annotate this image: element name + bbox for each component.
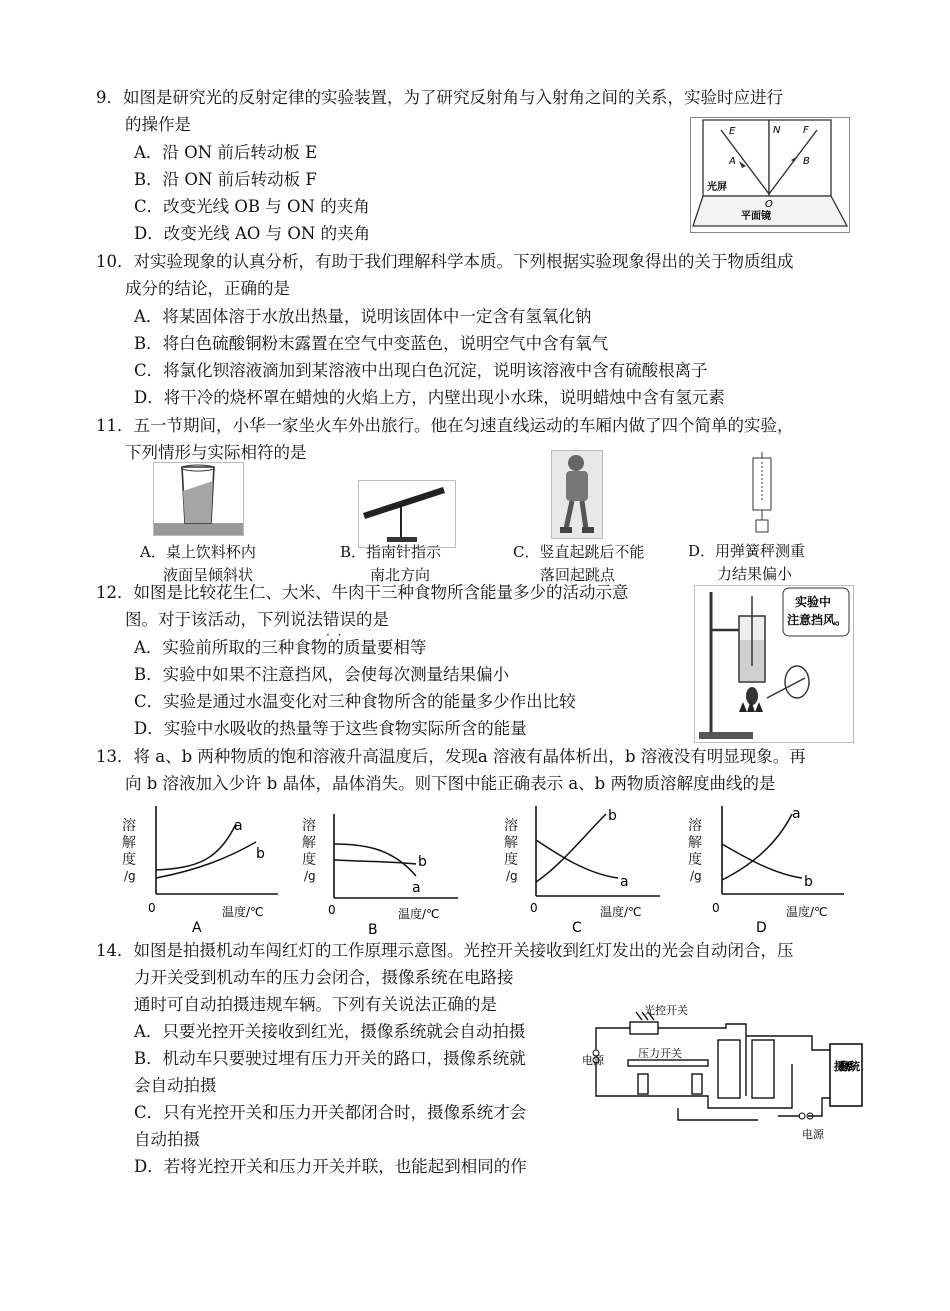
q13-c-origin: 0 [530, 901, 538, 915]
q13-a-xlabel: 温度/℃ [222, 905, 264, 919]
q11-caption-b-line1: B．指南针指示 [340, 543, 442, 561]
q12-stem-line2 [125, 609, 389, 631]
q14-stem-line3: 通时可自动拍摄违规车辆。下列有关说法正确的是 [134, 995, 497, 1014]
q14-label-light-switch: 光控开关 [644, 1004, 688, 1017]
svg-text:解: 解 [504, 835, 518, 851]
q14-option-d: D．若将光控开关和压力开关并联，也能起到相同的作 [134, 1157, 527, 1176]
q9-label-o: O [765, 199, 773, 210]
q10-option-a: A．将某固体溶于水放出热量，说明该固体中一定含有氢氧化钠 [134, 307, 592, 326]
q13-d-curve2-label: b [804, 874, 813, 890]
q13-ylabel-unit: /g [124, 869, 136, 883]
q10-option-d: D．将干冷的烧杯罩在蜡烛的火焰上方，内壁出现小水珠，说明蜡烛中含有氢元素 [134, 388, 725, 407]
q9-option-d: D．改变光线 AO 与 ON 的夹角 [134, 224, 371, 243]
svg-text:溶: 溶 [688, 818, 702, 834]
svg-text:度: 度 [688, 852, 702, 868]
q11-caption-a-line2: 液面呈倾斜状 [163, 566, 254, 584]
q12-option-b: B．实验中如果不注意挡风，会使每次测量结果偏小 [134, 665, 510, 684]
q13-c-curve2-label: a [620, 874, 629, 890]
q13-d-curve1-label: a [792, 806, 801, 822]
svg-text:/g: /g [304, 869, 316, 883]
q11-stem-line1: 11．五一节期间，小华一家坐火车外出旅行。他在匀速直线运动的车厢内做了四个简单的实验， [96, 416, 794, 435]
q9-option-b: B．沿 ON 前后转动板 F [134, 170, 317, 189]
q13-d-letter: D [756, 920, 767, 936]
svg-text:溶: 溶 [504, 818, 518, 834]
q13-graph-d [684, 800, 854, 940]
q11-caption-c-line1: C．竖直起跳后不能 [513, 543, 645, 561]
q10-stem-line1: 10．对实验现象的认真分析，有助于我们理解科学本质。下列根据实验现象得出的关于物质组成 [96, 252, 794, 271]
svg-text:溶: 溶 [302, 818, 316, 834]
q14-option-c: C．只有光控开关和压力开关都闭合时，摄像系统才会 [134, 1103, 527, 1122]
q14-label-power2: 电源 [802, 1128, 824, 1141]
q14-label-pressure-switch: 压力开关 [638, 1047, 682, 1060]
q9-label-mirror: 平面镜 [741, 211, 771, 222]
q11-caption-c-line2: 落回起跳点 [540, 566, 616, 584]
q11-caption-d-line2: 力结果偏小 [717, 565, 793, 583]
q12-option-c: C．实验是通过水温变化对三种食物所含的能量多少作出比较 [134, 692, 576, 711]
q13-ylabel-char2: 解 [122, 835, 136, 851]
q13-ylabel-char3: 度 [122, 852, 136, 868]
q13-graph-a [118, 800, 288, 940]
q13-c-letter: C [572, 920, 582, 936]
svg-text:/g: /g [506, 869, 518, 883]
q13-d-xlabel: 温度/℃ [786, 905, 828, 919]
q14-circuit-figure [578, 1000, 868, 1150]
q10-stem-line2: 成分的结论，正确的是 [125, 279, 290, 298]
svg-text:解: 解 [688, 835, 702, 851]
q12-option-d: D．实验中水吸收的热量等于这些食物实际所含的能量 [134, 719, 527, 738]
q10-option-c: C．将氯化钡溶液滴加到某溶液中出现白色沉淀，说明该溶液中含有硫酸根离子 [134, 361, 708, 380]
q9-label-b: B [803, 156, 810, 167]
q9-label-n: N [773, 125, 781, 136]
q9-label-e: E [729, 126, 736, 137]
q11-figure-d-spring-scale [750, 452, 774, 536]
q9-stem-line1: 9．如图是研究光的反射定律的实验装置，为了研究反射角与入射角之间的关系，实验时应进行 [96, 88, 783, 107]
q9-label-screen: 光屏 [707, 182, 727, 193]
q14-option-b: B．机动车只要驶过埋有压力开关的路口，摄像系统就 [134, 1049, 526, 1068]
q9-label-f: F [803, 125, 809, 136]
q11-figure-c-jump [551, 450, 603, 539]
q12-option-a: A．实验前所取的三种食物的质量要相等 [134, 638, 427, 657]
svg-text:解: 解 [302, 835, 316, 851]
q13-stem-line2: 向 b 溶液加入少许 b 晶体，晶体消失。则下图中能正确表示 a、b 两物质溶解度曲线的是 [125, 774, 776, 793]
q13-ylabel-char1: 溶 [122, 818, 136, 834]
q14-option-c-cont: 自动拍摄 [134, 1130, 200, 1149]
q13-a-curve1-label: a [234, 818, 243, 834]
q9-option-a: A．沿 ON 前后转动板 E [134, 143, 318, 162]
q13-b-curve2-label: a [412, 880, 421, 896]
q13-b-xlabel: 温度/℃ [398, 907, 440, 921]
q12-food-energy-figure [694, 585, 854, 743]
q11-figure-a-cup [153, 462, 244, 536]
q14-stem-line2: 力开关受到机动车的压力会闭合，摄像系统在电路接 [134, 968, 514, 987]
q13-b-letter: B [368, 922, 378, 938]
q12-stem-part3: 的是 [356, 610, 389, 629]
q10-option-b: B．将白色硫酸铜粉末露置在空气中变蓝色，说明空气中含有氧气 [134, 334, 609, 353]
svg-text:度: 度 [504, 852, 518, 868]
q9-reflection-figure [690, 117, 850, 233]
q13-c-xlabel: 温度/℃ [600, 905, 642, 919]
q13-b-origin: 0 [328, 903, 336, 917]
q14-label-power1: 电源 [582, 1054, 604, 1067]
q13-a-origin: 0 [148, 901, 156, 915]
q13-a-letter: A [192, 920, 202, 936]
q11-figure-b-compass [358, 480, 456, 548]
q11-caption-a-line1: A．桌上饮料杯内 [140, 543, 256, 561]
q14-option-b-cont: 会自动拍摄 [134, 1076, 217, 1095]
q11-stem-line2: 下列情形与实际相符的是 [125, 443, 307, 462]
svg-text:/g: /g [690, 869, 702, 883]
q9-stem-line2: 的操作是 [125, 115, 191, 134]
q12-stem-emphasis: 错误 · · [323, 610, 356, 629]
q13-stem-line1: 13．将 a、b 两种物质的饱和溶液升高温度后，发现a 溶液有晶体析出，b 溶液没有明显现象。再 [96, 747, 806, 766]
q13-c-curve1-label: b [608, 808, 617, 824]
q14-stem-line1: 14．如图是拍摄机动车闯红灯的工作原理示意图。光控开关接收到红灯发出的光会自动闭合，压 [96, 941, 794, 960]
q12-note-line2: 注意挡风。 [787, 613, 848, 627]
q11-caption-d-line1: D．用弹簧秤测重 [688, 542, 806, 560]
q14-label-camera: 摄像系统 [834, 1060, 860, 1073]
q13-b-curve1-label: b [418, 854, 427, 870]
q11-caption-b-line2: 南北方向 [370, 566, 431, 584]
q13-d-origin: 0 [712, 901, 720, 915]
q13-a-curve2-label: b [256, 846, 265, 862]
q12-stem-part1: 图。对于该活动，下列说法 [125, 610, 323, 629]
q12-note-line1: 实验中 [795, 595, 832, 609]
q9-label-a: A [729, 156, 736, 167]
svg-text:度: 度 [302, 852, 316, 868]
q13-graph-c [500, 800, 670, 940]
q9-option-c: C．改变光线 OB 与 ON 的夹角 [134, 197, 370, 216]
q14-option-a: A．只要光控开关接收到红光，摄像系统就会自动拍摄 [134, 1022, 526, 1041]
q13-graph-b [298, 800, 468, 940]
q12-stem-line1: 12．如图是比较花生仁、大米、牛肉干三种食物所含能量多少的活动示意 [96, 583, 629, 602]
